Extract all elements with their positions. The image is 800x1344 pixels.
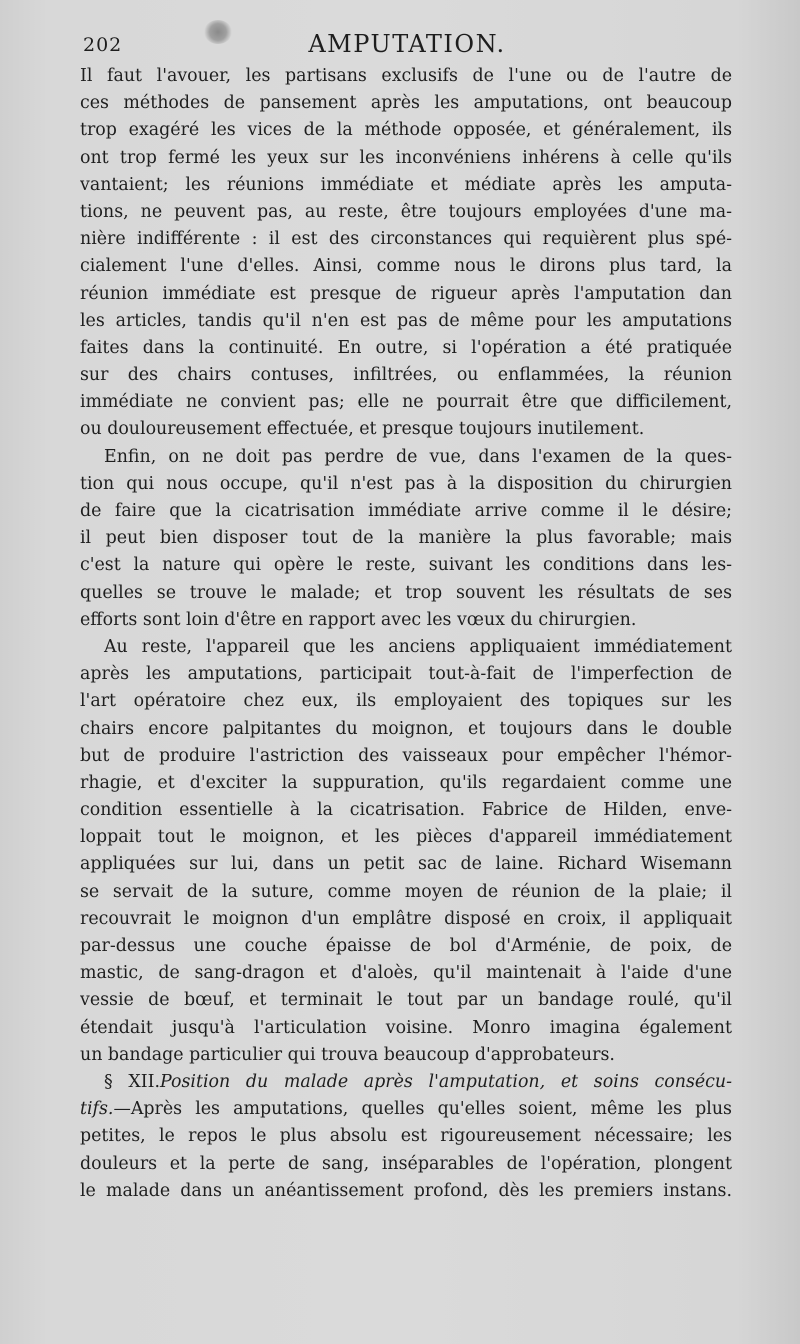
text-line: mastic, de sang-dragon et d'aloès, qu'il maintenait à l'aide d'une [80, 963, 732, 984]
text-line: appliquées sur lui, dans un petit sac de laine. Richard Wisemann [80, 854, 732, 875]
text-line: l'art opératoire chez eux, ils employaient des topiques sur les [80, 691, 732, 712]
text-line: loppait tout le moignon, et les pièces d'appareil immédiatement [80, 827, 732, 848]
text-line: Enfin, on ne doit pas perdre de vue, dans l'examen de la ques- [104, 446, 732, 467]
text-line: but de produire l'astriction des vaisseaux pour empêcher l'hémor- [80, 745, 732, 766]
text-line: quelles se trouve le malade; et trop souvent les résultats de ses [80, 582, 732, 603]
body-text [80, 63, 732, 1205]
text-line: faites dans la continuité. En outre, si l'opération a été pratiquée [80, 337, 732, 358]
section-text-start: —Après les amputations, quelles qu'elles soient, même les plus [113, 1099, 732, 1120]
text-line: de faire que la cicatrisation immédiate arrive comme il le désire; [80, 501, 732, 521]
section-xii [80, 1069, 732, 1205]
text-line: Au reste, l'appareil que les anciens appliquaient immédiatement [104, 636, 732, 657]
text-line: ont trop fermé les yeux sur les inconvéniens inhérens à celle qu'ils [80, 147, 732, 168]
text-line [80, 1096, 732, 1123]
text-line: un bandage particulier qui trouva beaucoup d'approbateurs. [80, 1044, 615, 1065]
running-title: AMPUTATION. [308, 30, 506, 58]
text-line: petites, le repos le plus absolu est rigoureusement nécessaire; les [80, 1126, 732, 1147]
text-line: vantaient; les réunions immédiate et médiate après les amputa- [80, 174, 732, 195]
section-heading-line [80, 1069, 732, 1096]
text-line: il peut bien disposer tout de la manière la plus favorable; mais [80, 528, 732, 549]
text-line: rhagie, et d'exciter la suppuration, qu'ils regardaient comme une [80, 772, 732, 793]
text-line: ou douloureusement effectuée, et presque toujours inutilement. [80, 419, 645, 440]
text-line: tion qui nous occupe, qu'il n'est pas à la disposition du chirurgien [80, 473, 732, 494]
text-line: par-dessus une couche épaisse de bol d'Arménie, de poix, de [80, 936, 732, 956]
text-line: nière indifférente : il est des circonstances qui requièrent plus spé- [80, 229, 732, 250]
text-line: étendait jusqu'à l'articulation voisine. Monro imagina également [80, 1017, 732, 1038]
text-line: cialement l'une d'elles. Ainsi, comme nous le dirons plus tard, la [80, 256, 732, 277]
page-number: 202 [83, 34, 123, 56]
text-line: recouvrait le moignon d'un emplâtre disposé en croix, il appliquait [80, 908, 732, 929]
text-line: ces méthodes de pansement après les amputations, ont beaucoup [80, 93, 732, 114]
page-header [83, 30, 731, 64]
text-line: après les amputations, participait tout-à-fait de l'imperfection de [80, 664, 732, 685]
paragraph-3 [80, 634, 732, 1069]
section-title-end: tifs. [80, 1099, 114, 1120]
text-line: Il faut l'avouer, les partisans exclusifs de l'une ou de l'autre de [80, 66, 732, 86]
text-line: sur des chairs contuses, infiltrées, ou enflammées, la réunion [80, 365, 732, 386]
text-line: chairs encore palpitantes du moignon, et toujours dans le double [80, 718, 732, 739]
text-line: réunion immédiate est presque de rigueur après l'amputation dan [80, 283, 732, 304]
text-line: le malade dans un anéantissement profond, dès les premiers instans. [80, 1180, 732, 1201]
text-line: efforts sont loin d'être en rapport avec les vœux du chirurgien. [80, 609, 637, 630]
text-line: les articles, tandis qu'il n'en est pas de même pour les amputations [80, 310, 732, 331]
text-line: se servait de la suture, comme moyen de réunion de la plaie; il [80, 881, 732, 902]
text-line: immédiate ne convient pas; elle ne pourrait être que difficilement, [80, 392, 732, 413]
paragraph-2 [80, 444, 732, 634]
section-title: Position du malade après l'amputation, et soins consécu- [160, 1071, 732, 1092]
text-line: tions, ne peuvent pas, au reste, être toujours employées d'une ma- [80, 201, 732, 222]
text-line: trop exagéré les vices de la méthode opposée, et généralement, ils [80, 120, 732, 141]
text-line: vessie de bœuf, et terminait le tout par un bandage roulé, qu'il [80, 990, 732, 1011]
paragraph-1 [80, 63, 732, 444]
text-line: condition essentielle à la cicatrisation. Fabrice de Hilden, enve- [80, 800, 732, 821]
section-number: § XII. [104, 1071, 161, 1092]
text-line: c'est la nature qui opère le reste, suivant les conditions dans les- [80, 555, 732, 576]
text-line: douleurs et la perte de sang, inséparables de l'opération, plongent [80, 1153, 732, 1174]
